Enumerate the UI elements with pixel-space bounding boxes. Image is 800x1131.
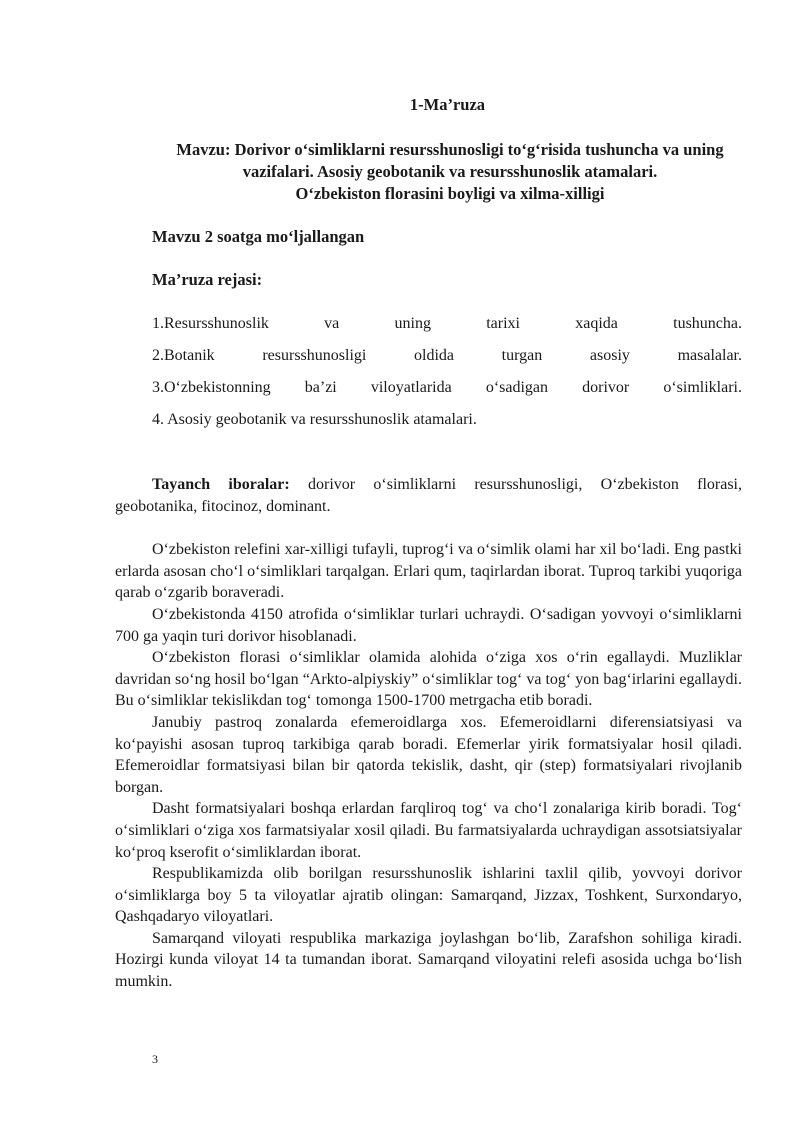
plan-item: 3.O‘zbekistonning ba’zi viloyatlarida o‘sadigan dorivor o‘simliklari. — [152, 379, 742, 396]
plan-heading: Ma’ruza rejasi: — [152, 270, 263, 289]
plan-item: 2.Botanik resursshunosligi oldida turgan asosiy masalalar. — [152, 347, 742, 364]
body-paragraph: O‘zbekiston florasi o‘simliklar olamida alohida o‘ziga xos o‘rin egallaydi. Muzliklar davridan so‘ng hosil bo‘lgan “Arkto-alpiyskiy” o‘simliklar tog‘ va tog‘ yon bag‘irlarini egallaydi. Bu o‘simliklar tekislikdan tog‘ tomonga 1500-1700 metrgacha etib boradi. — [115, 649, 742, 710]
lecture-title: 1-Ma’ruza — [409, 95, 486, 114]
body-paragraph: Respublikamizda olib borilgan resursshunoslik ishlarini taxlil qilib, yovvoyi dorivor o‘simliklarga boy 5 ta viloyatlar ajratib olingan: Samarqand, Jizzax, Toshkent, Surxondaryo, Qashqadaryo viloyatlari. — [115, 865, 742, 926]
body-paragraph: Janubiy pastroq zonalarda efemeroidlarga xos. Efemeroidlarni diferensiatsiyasi va ko‘payishi asosan tuproq tarkibiga qarab boradi. Efemerlar yirik formatsiyalar hosil qiladi. Efemeroidlar formatsiyasi bilan bir qatorda tekislik, dasht, qir (step) formatsiyalari rivojlanib borgan. — [115, 713, 742, 796]
topic-line-2: vazifalari. Asosiy geobotanik va resursshunoslik atamalari. — [242, 162, 658, 181]
lecture-hours: Mavzu 2 soatga mo‘ljallangan — [152, 227, 365, 246]
body-paragraph: O‘zbekistonda 4150 atrofida o‘simliklar turlari uchraydi. O‘sadigan yovvoyi o‘simliklarni 700 ga yaqin turi dorivor hisoblanadi. — [115, 605, 742, 645]
topic-line-1: Mavzu: Dorivor o‘simliklarni resursshunosligi to‘g‘risida tushuncha va uning — [176, 140, 724, 159]
keywords-text: dorivor o‘simliklarni resursshunosligi, O‘zbekiston florasi, geobotanika, fitocinoz, dominant. — [115, 476, 742, 515]
keywords-paragraph — [115, 474, 742, 517]
body-paragraph: Dasht formatsiyalari boshqa erlardan farqliroq tog‘ va cho‘l zonalariga kirib boradi. Tog‘ o‘simliklari o‘ziga xos farmatsiyalar xosil qiladi. Bu farmatsiyalarda uchraydigan assotsiatsiyalar ko‘proq kserofit o‘simliklardan iborat. — [115, 800, 742, 861]
plan-item: 4. Asosiy geobotanik va resursshunoslik atamalari. — [152, 411, 477, 428]
topic-line-3: O‘zbekiston florasini boyligi va xilma-xilligi — [295, 184, 605, 203]
plan-list — [152, 313, 742, 441]
lecture-topic — [150, 139, 750, 205]
keywords-label: Tayanch iboralar: — [152, 476, 290, 493]
page-number: 3 — [152, 1052, 158, 1066]
lecture-body — [115, 474, 742, 993]
body-paragraph: O‘zbekiston relefini xar-xilligi tufayli, tuprog‘i va o‘simlik olami har xil bo‘ladi. Eng pastki erlarda asosan cho‘l o‘simliklari tarqalgan. Erlari qum, taqirlardan iborat. Tuproq tarkibi yuqoriga qarab o‘zgarib boraveradi. — [115, 541, 742, 602]
body-paragraph: Samarqand viloyati respublika markaziga joylashgan bo‘lib, Zarafshon sohiliga kiradi. Hozirgi kunda viloyat 14 ta tumandan iborat. Samarqand viloyatini relefi asosida uchga bo‘lish mumkin. — [115, 929, 742, 991]
plan-item: 1.Resursshunoslik va uning tarixi xaqida tushuncha. — [152, 315, 742, 332]
